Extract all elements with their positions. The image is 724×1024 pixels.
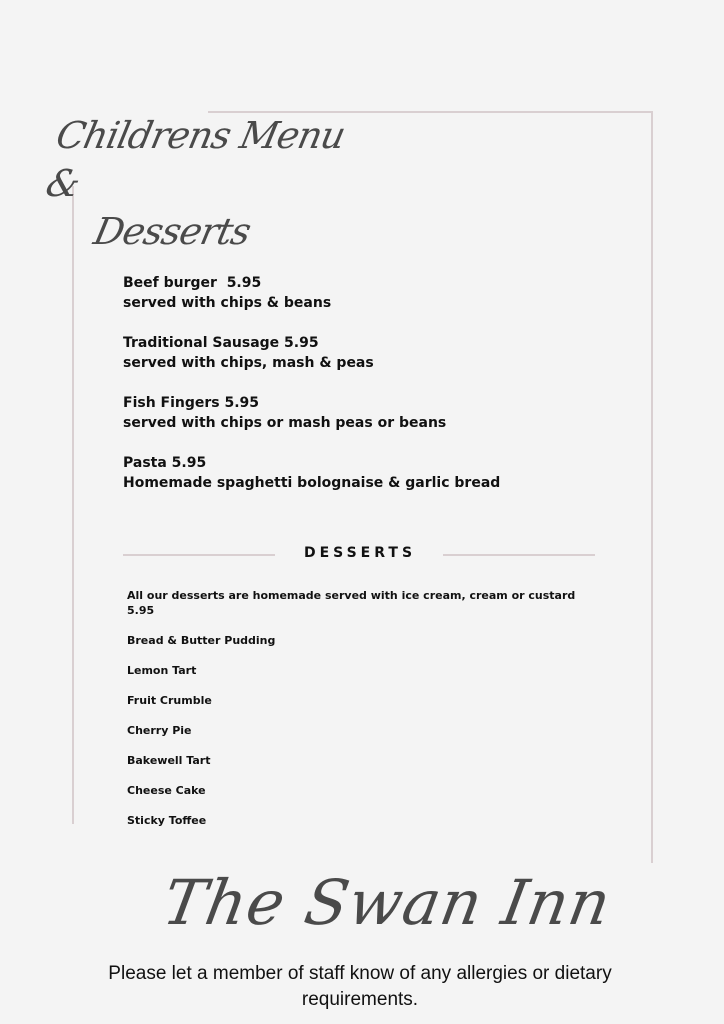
dessert-list	[127, 633, 527, 843]
kids-menu	[123, 273, 603, 513]
menu-item-title: Pasta 5.95	[123, 455, 207, 471]
desserts-rule-left	[123, 554, 275, 556]
menu-item-traditional-sausage	[123, 333, 603, 393]
menu-item-fish-fingers	[123, 393, 603, 453]
menu-item-title: Fish Fingers 5.95	[123, 395, 260, 411]
menu-item-pasta	[123, 453, 603, 513]
page-title-line2: Desserts	[90, 210, 255, 253]
desserts-intro	[127, 588, 587, 618]
desserts-heading-row	[123, 544, 595, 566]
menu-item-beef-burger	[123, 273, 603, 333]
dessert-item: Bakewell Tart	[127, 754, 211, 767]
menu-item-title: Traditional Sausage 5.95	[123, 335, 319, 351]
menu-item-description: served with chips & beans	[123, 295, 332, 311]
menu-item-description: served with chips, mash & peas	[123, 355, 374, 371]
dessert-item: Cherry Pie	[127, 724, 192, 737]
dessert-item: Fruit Crumble	[127, 694, 212, 707]
page-title-line1: Childrens Menu &	[42, 114, 349, 205]
allergy-note-line1: Please let a member of staff know of any allergies or dietary	[108, 963, 612, 984]
dessert-item: Lemon Tart	[127, 664, 197, 677]
menu-item-title: Beef burger 5.95	[123, 275, 262, 291]
menu-item-description: served with chips or mash peas or beans	[123, 415, 447, 431]
desserts-heading: DESSERTS	[303, 545, 417, 561]
dessert-item: Sticky Toffee	[127, 814, 207, 827]
allergy-note	[60, 961, 660, 1013]
frame-right-line	[651, 111, 653, 863]
desserts-intro-line1: All our desserts are homemade served with ice cream, cream or custard	[127, 589, 576, 602]
page-title	[31, 112, 362, 256]
dessert-item: Bread & Butter Pudding	[127, 634, 276, 647]
frame-left-line	[72, 186, 74, 824]
desserts-price: 5.95	[127, 604, 155, 617]
allergy-note-line2: requirements.	[301, 989, 419, 1010]
desserts-rule-right	[443, 554, 595, 556]
restaurant-name: The Swan Inn	[157, 866, 617, 939]
menu-item-description: Homemade spaghetti bolognaise & garlic bread	[123, 475, 501, 491]
dessert-item: Cheese Cake	[127, 784, 206, 797]
